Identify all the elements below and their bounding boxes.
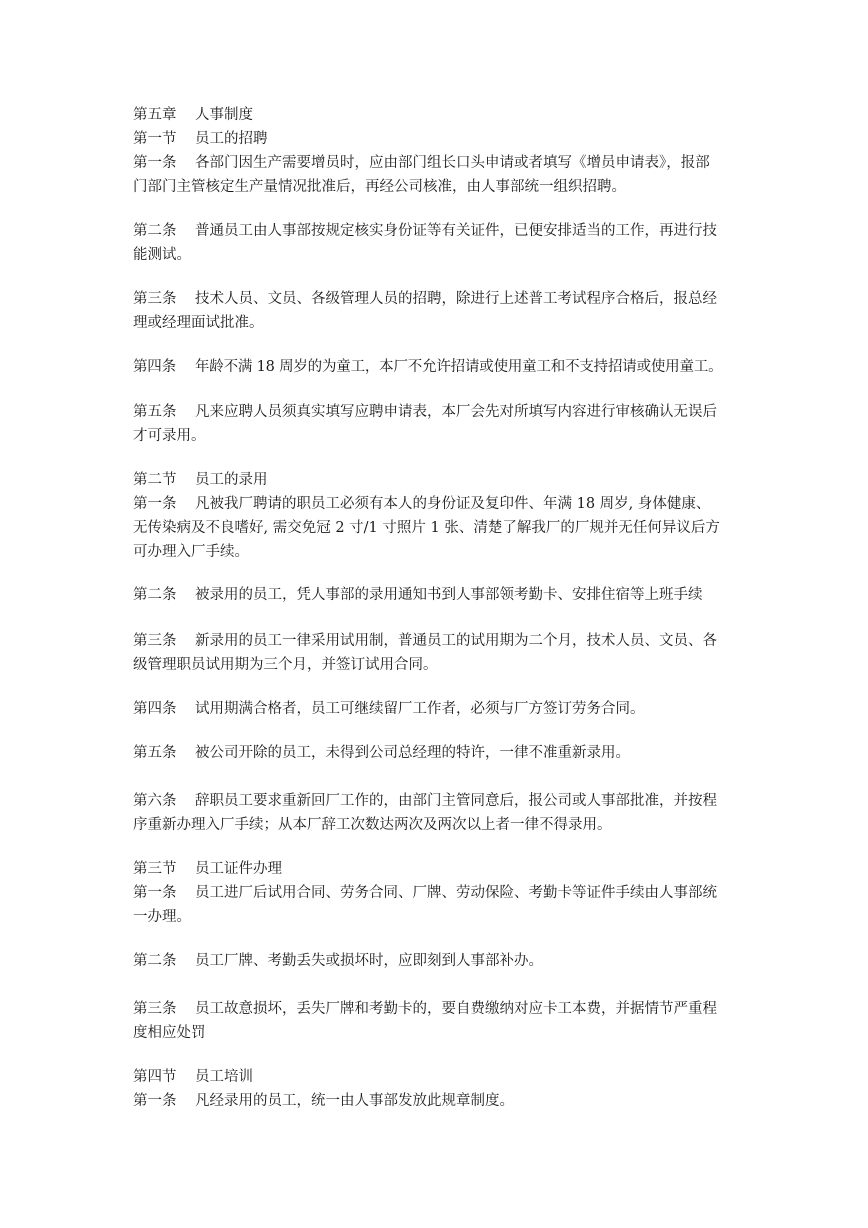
article-line: 门部门主管核定生产量情况批准后，再经公司核准，由人事部统一组织招聘。 [133,179,626,195]
article-text: 凡经录用的员工，统一由人事部发放此规章制度。 [195,1093,514,1109]
article-line [133,630,717,652]
section-number: 第三节 [133,861,177,877]
article-line: 可办理入厂手续。 [133,544,249,560]
article-number: 第六条 [133,793,177,809]
article-line: 一办理。 [133,909,191,925]
article-line: 序重新办理入厂手续；从本厂辞工次数达两次及两次以上者一律不得录用。 [133,817,612,833]
section-number: 第一节 [133,131,177,147]
article-text: 技术人员、文员、各级管理人员的招聘，除进行上述普工考试程序合格后，报总经 [195,291,717,307]
section-title: 员工证件办理 [195,861,282,877]
section-number: 第二节 [133,472,177,488]
article-line: 才可录用。 [133,428,206,444]
article-number: 第五条 [133,745,177,761]
article-line [133,584,703,606]
article-text: 凡被我厂聘请的职员工必须有本人的身份证及复印件、年满 18 周岁, 身体健康、 [195,496,711,512]
article-number: 第四条 [133,359,176,375]
section-heading [133,469,268,491]
article-text: 员工进厂后试用合同、劳务合同、厂牌、劳动保险、考勤卡等证件手续由人事部统 [195,885,717,901]
article-number: 第一条 [133,496,177,512]
article-number: 第三条 [133,633,177,649]
article-line [133,356,722,378]
chapter-title: 人事制度 [195,107,253,123]
article-line: 能测试。 [133,247,191,263]
section-heading [133,858,282,880]
article-line: 度相应处罚 [133,1025,206,1041]
article-line [133,288,717,310]
article-line [133,790,717,812]
section-heading [133,1066,253,1088]
article-line [133,152,710,174]
article-line [133,998,717,1020]
article-number: 第二条 [133,953,177,969]
article-text: 员工厂牌、考勤丢失或损坏时，应即刻到人事部补办。 [195,953,543,969]
article-text: 凡来应聘人员须真实填写应聘申请表，本厂会先对所填写内容进行审核确认无误后 [195,404,717,420]
article-text: 被公司开除的员工，未得到公司总经理的特许，一律不准重新录用。 [195,745,630,761]
section-title: 员工培训 [195,1069,253,1085]
article-line [133,220,717,242]
article-line: 级管理职员试用期为三个月，并签订试用合同。 [133,657,438,673]
article-text: 新录用的员工一律采用试用制，普通员工的试用期为二个月，技术人员、文员、各 [195,633,717,649]
article-number: 第二条 [133,587,177,603]
article-line [133,698,645,720]
article-number: 第五条 [133,404,177,420]
article-text: 试用期满合格者，员工可继续留厂工作者，必须与厂方签订劳务合同。 [195,701,645,717]
article-line [133,1090,514,1112]
article-number: 第三条 [133,1001,177,1017]
article-number: 第三条 [133,291,177,307]
section-heading [133,128,268,150]
chapter-heading [133,104,253,126]
article-text: 辞职员工要求重新回厂工作的，由部门主管同意后，报公司或人事部批准，并按程 [195,793,717,809]
article-text: 普通员工由人事部按规定核实身份证等有关证件，已便安排适当的工作，再进行技 [195,223,717,239]
article-number: 第一条 [133,1093,177,1109]
article-line [133,742,630,764]
section-title: 员工的录用 [195,472,268,488]
article-text: 各部门因生产需要增员时，应由部门组长口头申请或者填写《增员申请表》，报部 [195,155,710,171]
article-number: 第一条 [133,885,177,901]
article-line [133,950,543,972]
article-line [133,493,710,515]
article-line: 无传染病及不良嗜好, 需交免冠 2 寸/1 寸照片 1 张、清楚了解我厂的厂规并无任何异议后方 [133,520,720,536]
section-title: 员工的招聘 [195,131,268,147]
section-number: 第四节 [133,1069,177,1085]
article-text: 被录用的员工，凭人事部的录用通知书到人事部领考勤卡、安排住宿等上班手续 [195,587,703,603]
article-line: 理或经理面试批准。 [133,315,264,331]
article-number: 第二条 [133,223,177,239]
chapter-number: 第五章 [133,107,177,123]
article-text: 年龄不满 18 周岁的为童工，本厂不允许招请或使用童工和不支持招请或使用童工。 [195,359,723,375]
article-text: 员工故意损坏，丢失厂牌和考勤卡的，要自费缴纳对应卡工本费，并据情节严重程 [195,1001,717,1017]
article-line [133,401,717,423]
article-number: 第一条 [133,155,177,171]
article-number: 第四条 [133,701,177,717]
article-line [133,882,717,904]
